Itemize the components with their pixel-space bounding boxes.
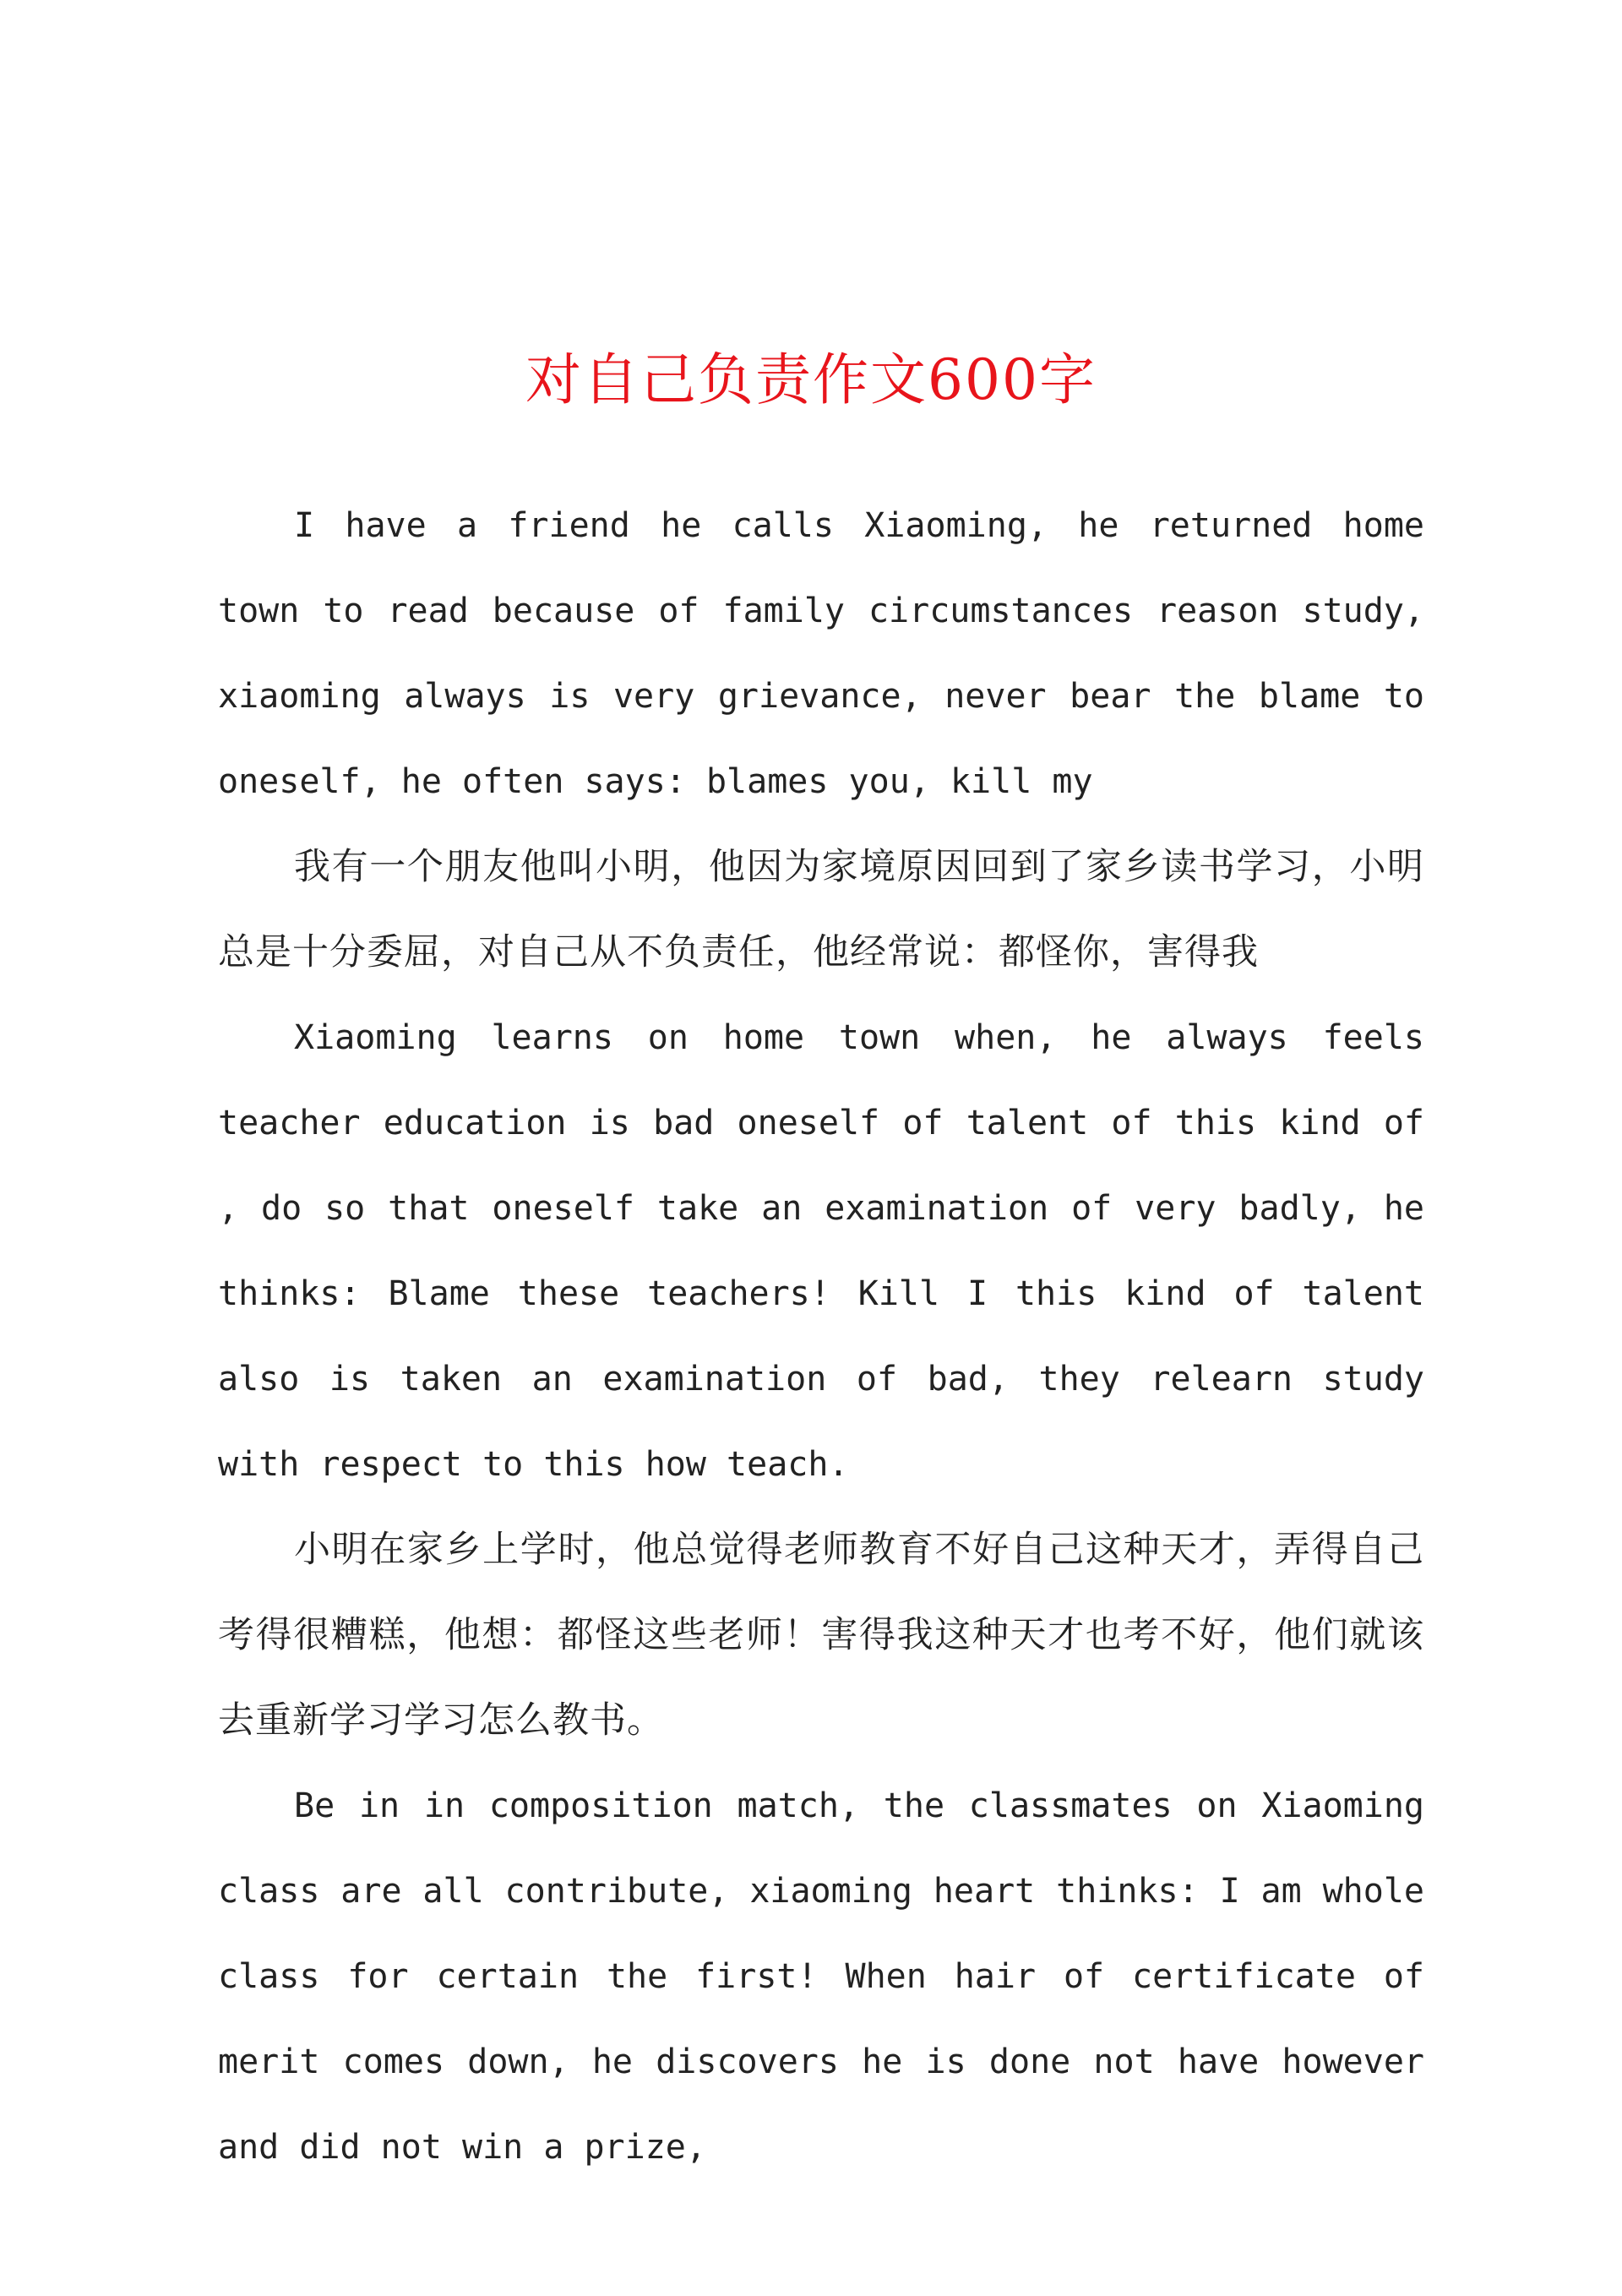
document-title: 对自己负责作文600字 — [525, 347, 1097, 412]
document-body — [218, 483, 1424, 2190]
paragraph-english-1: I have a friend he calls Xiaoming, he returned home town to read because of family circumstances reason study, xiaoming always is very grievance, never bear the blame to oneself, he often says: blames you, kill my — [218, 506, 1424, 801]
paragraph-chinese-1: 我有一个朋友他叫小明，他因为家境原因回到了家乡读书学习，小明总是十分委屈，对自己从不负责任，他经常说：都怪你，害得我 — [218, 846, 1424, 973]
paragraph-english-2: Xiaoming learns on home town when, he always feels teacher education is bad oneself of talent of this kind of , do so that oneself take an examination of very badly, he thinks: Blame these teachers! Kill I this kind of talent also is taken an examination of bad, they relearn study with respect to this how teach. — [218, 1018, 1424, 1484]
paragraph-english-3: Be in in composition match, the classmates on Xiaoming class are all contribute, xiaoming heart thinks: I am whole class for certain the first! When hair of certificate of merit comes down, he discovers he is done not have however and did not win a prize, — [218, 1786, 1424, 2167]
paragraph-chinese-2: 小明在家乡上学时，他总觉得老师教育不好自己这种天才，弄得自己考得很糟糕，他想：都怪这些老师！害得我这种天才也考不好，他们就该去重新学习学习怎么教书。 — [218, 1529, 1424, 1742]
